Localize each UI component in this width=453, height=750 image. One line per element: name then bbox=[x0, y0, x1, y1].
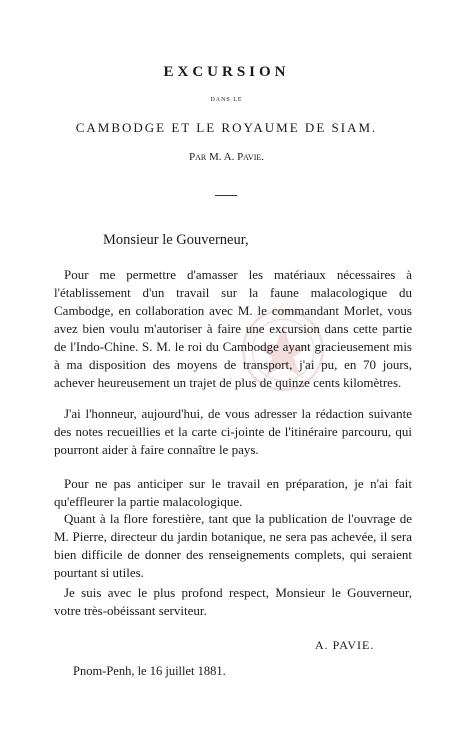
separator-rule bbox=[215, 195, 237, 196]
letter-paragraph: Pour me permettre d'amasser les matériaux nécessaires à l'établissement d'un travail sur la faune malacologique du Cambodge, en collaboration avec M. le commandant Morlet, vous avez bien voulu m'autoriser à faire une excursion dans cette partie de l'Indo-Chine. S. M. le roi du Cambodge ayant gracieusement mis à ma disposition des moyens de transport, j'ai pu, en 70 jours, achever heureusement un trajet de plus de quinze cents kilomètres. bbox=[54, 267, 412, 390]
title-connector: DANS LE bbox=[210, 97, 243, 103]
author-byline: Par M. A. Pavie. bbox=[188, 151, 265, 163]
letter-dateline: Pnom-Penh, le 16 juillet 1881. bbox=[73, 664, 226, 678]
document-title: EXCURSION bbox=[163, 64, 290, 80]
letter-salutation: Monsieur le Gouverneur, bbox=[103, 232, 249, 248]
letter-paragraph: Quant à la flore forestière, tant que la publication de l'ouvrage de M. Pierre, directeur du jardin botanique, ne sera pas achevée, il sera bien difficile de donner des renseignements complets, qui seraient pourtant si utiles. bbox=[54, 511, 412, 580]
letter-signature: A. PAVIE. bbox=[315, 638, 375, 652]
letter-paragraph: J'ai l'honneur, aujourd'hui, de vous adresser la rédaction suivante des notes recueillies et la carte ci-jointe de l'itinéraire parcouru, qui pourront aider à faire connaître le pays. bbox=[54, 406, 412, 457]
letter-paragraph: Je suis avec le plus profond respect, Monsieur le Gouverneur, votre très-obéissant serviteur. bbox=[54, 585, 412, 618]
document-subtitle: CAMBODGE ET LE ROYAUME DE SIAM. bbox=[75, 120, 378, 135]
letter-paragraph: Pour ne pas anticiper sur le travail en préparation, je n'ai fait qu'effleurer la partie malacologique. bbox=[54, 476, 412, 509]
